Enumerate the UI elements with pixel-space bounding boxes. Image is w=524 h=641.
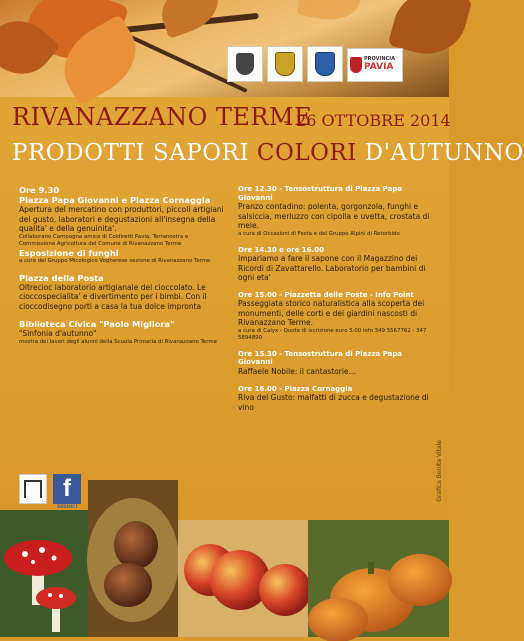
program-block <box>238 350 438 377</box>
block-text: Apertura del mercatino con produttori, piccoli artigiani del gusto, laboratori e degustazioni all'insegna della qualita' e della genuinita'. <box>19 205 224 233</box>
crest-logo-1 <box>267 46 303 82</box>
block-title: "Sinfonia d'autunno" <box>19 329 97 338</box>
block-text: Raffaele Nobile: il cantastorie... <box>238 367 356 377</box>
program-block <box>238 185 438 238</box>
program-block <box>238 291 438 342</box>
block-subheading: Esposizione di funghi <box>19 247 119 258</box>
block-credit: a cura del Gruppo Micologico Vogherese sezione di Rivanazzano Terme <box>19 257 211 264</box>
block-text: Passeggiata storico naturalistica alla scoperta dei monumenti, delle corti e dei giardini nascosti di Rivanazzano Terme. <box>238 299 425 328</box>
program-block <box>19 319 224 346</box>
block-heading: Ore 15.30 - Tensostruttura di Piazza Papa Giovanni <box>238 349 403 367</box>
program-block <box>19 273 224 312</box>
autumn-leaves-photo <box>0 0 449 97</box>
block-text: Riva del Gusto: malfatti di zucca e degustazione di vino <box>238 393 429 412</box>
program-left-column <box>19 185 224 354</box>
block-credit: Collaborano Campagna amica di Coldiretti Pavia, Terranostra e Commissione Agricoltura del Comune di Rivanazzano Terme <box>19 233 189 247</box>
facebook-label: SEGUICI <box>56 505 78 510</box>
poster-header <box>0 97 524 182</box>
program-right-column <box>238 185 438 420</box>
program-block <box>238 246 438 283</box>
block-time: Ore 9.30 <box>19 185 60 195</box>
block-place: Piazza della Posta <box>19 272 104 283</box>
block-credit: a cura di Occasioni di Festa e del Gruppo Alpini di Retorbido <box>238 230 400 237</box>
event-subtitle: PRODOTTI SAPORI COLORI D'AUTUNNO <box>12 140 524 166</box>
crest-logo-2 <box>307 46 343 82</box>
comune-small-logo <box>19 474 47 504</box>
program-block <box>19 185 224 265</box>
block-place: Biblioteca Civica "Paolo Migliora" <box>19 319 175 329</box>
block-heading: Ore 14.30 e ore 16.00 <box>238 245 324 254</box>
provincia-pavia-logo: PROVINCIA PAVIA <box>347 48 403 82</box>
block-place: Piazza Papa Giovanni e Piazza Cornaggia <box>19 195 211 205</box>
block-text: Oltrecioc laboratorio artigianale del cioccolato. Le cioccospecialita' e divertimento per i bimbi. Con il cioccodisegno porti a casa la tua dolce impronta <box>19 282 207 311</box>
sponsor-logos <box>227 46 403 82</box>
block-heading: Ore 16.00 - Piazza Cornaggia <box>238 384 353 393</box>
program-block <box>238 385 438 413</box>
design-credit: Grafica Benita Vitale <box>436 440 443 502</box>
block-credit: a cura di Calyx - Quota di iscrizione euro 5.00 info 349 5567762 - 347 5894890 <box>238 327 427 341</box>
block-text: mostra dei lavori degli alunni della Scuola Primaria di Rivanazzano Terme <box>19 338 217 345</box>
facebook-icon[interactable]: f <box>53 474 81 504</box>
block-heading: Ore 15.00 - Piazzetta delle Poste - Info Point <box>238 290 414 299</box>
block-heading: Ore 12.30 - Tensostruttura di Piazza Papa Giovanni <box>238 185 403 202</box>
block-text: Impariamo a fare il sapone con il Magazzino dei Ricordi di Zavattarello. Laboratorio per bambini di ogni eta' <box>238 254 426 283</box>
event-date: – 26 OTTOBRE 2014 <box>283 111 451 130</box>
town-title: RIVANAZZANO TERME <box>12 103 313 131</box>
block-text: Pranzo contadino: polenta, gorgonzola, funghi e salsiccia, merluzzo con cipolla e uvetta, crostata di mele. <box>238 202 430 231</box>
comune-logo <box>227 46 263 82</box>
